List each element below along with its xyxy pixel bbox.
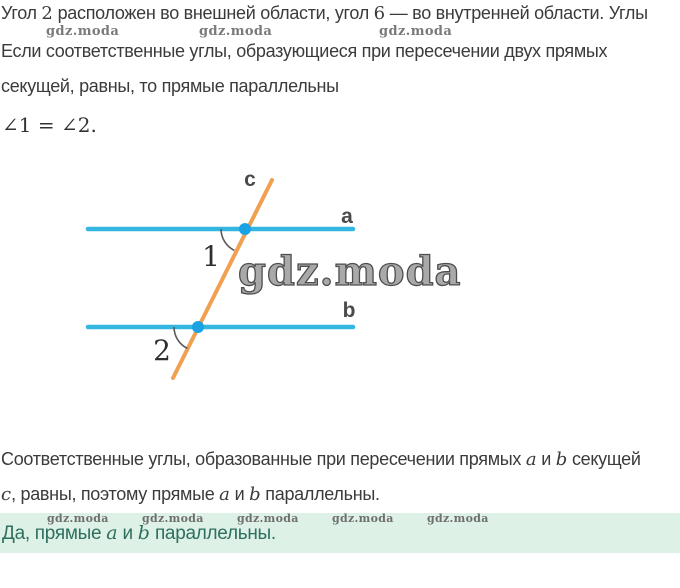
text-run: — во внутренней области. Углы [385,3,648,23]
text-run: и [536,449,556,469]
text-run: Угол [1,3,42,23]
text-run: параллельны. [149,523,276,544]
intersection-point-a [239,223,251,235]
text-run: параллельны. [260,484,380,504]
label-c: c [244,168,256,191]
watermark-small: gdz.moda [47,512,109,525]
math-letter: b [555,449,568,470]
label-a: a [341,205,353,228]
paragraph1-line1 [1,3,648,24]
math-letter: a [219,484,230,505]
math-number: 2 [41,3,53,24]
angle-2-label: 2 [153,334,171,367]
answer-text [2,522,276,545]
angle-2-arc [174,327,187,348]
text-run: расположен во внешней области, угол [52,3,374,23]
paragraph2-line1 [1,449,641,470]
math-letter: b [137,522,150,544]
watermark-small: gdz.moda [142,512,204,525]
paragraph1-line3: секущей, равны, то прямые параллельны [1,76,339,96]
watermark-small: gdz.moda [199,24,273,39]
watermark-small: gdz.moda [237,512,299,525]
math-number: 6 [373,3,386,24]
angle-equation: ∠1 = ∠2. [2,113,97,137]
text-run: секущей [567,449,641,469]
text-run: и [117,523,138,544]
watermark-large: gdz.moda [238,248,462,295]
watermark-small: gdz.moda [332,512,394,525]
angle-1-label: 1 [202,240,220,273]
text-run: , равны, поэтому прямые [11,484,220,504]
angle-1-arc [221,229,234,250]
math-letter: c [1,484,12,505]
intersection-point-b [192,321,204,333]
paragraph2-line2 [1,484,380,505]
math-letter: a [106,522,118,544]
paragraph1-line2: Если соответственные углы, образующиеся при пересечении двух прямых [1,41,608,61]
text-run: и [229,484,250,504]
watermark-small: gdz.moda [379,24,453,39]
math-letter: b [249,484,261,505]
watermark-small: gdz.moda [46,24,120,39]
math-letter: a [525,449,537,470]
watermark-small: gdz.moda [427,512,489,525]
label-b: b [342,299,356,322]
text-run: Да, прямые [2,523,107,544]
text-run: Соответственные углы, образованные при пересечении прямых [1,449,526,469]
